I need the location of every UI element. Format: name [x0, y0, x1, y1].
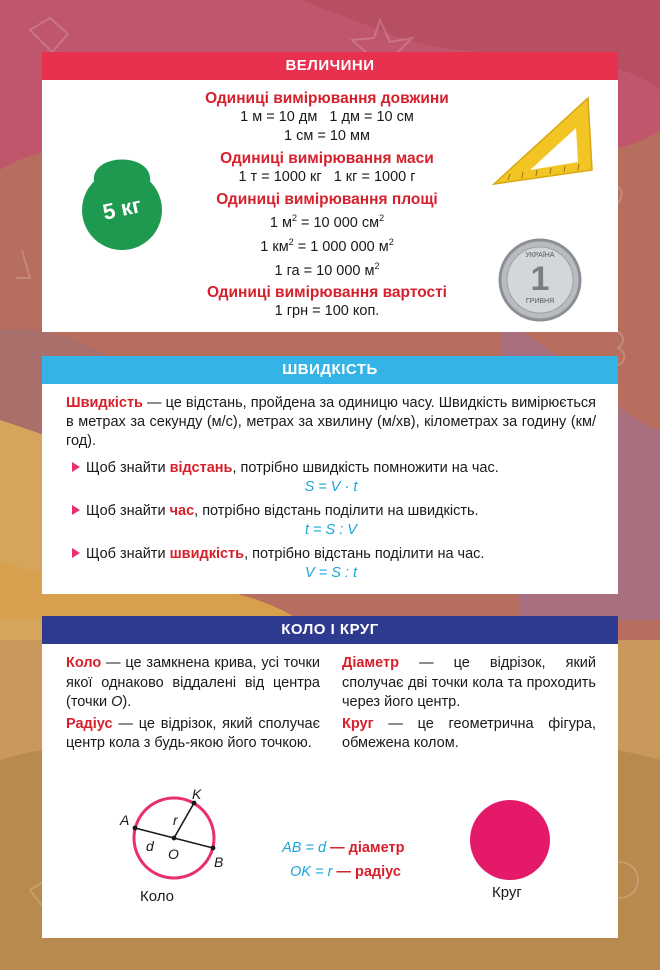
area-line-2: 1 $км^2 = 1$ 000 000 $м^2$	[260, 236, 394, 255]
circle-header: КОЛО І КРУГ	[42, 616, 618, 644]
coin-text-top: УКРАЇНА	[525, 252, 555, 259]
kolo-definition: Коло — це замкнена крива, усі точки якої однаково віддалені від центра (точки О).	[66, 655, 320, 710]
speed-card	[42, 356, 618, 594]
length-line-1: 1 м = 10 дм 1 дм = 10 см	[240, 109, 414, 125]
label-d: d	[146, 838, 154, 854]
krug-caption: Круг	[492, 884, 522, 901]
label-k: K	[192, 786, 202, 802]
point-a	[133, 826, 138, 831]
value-line-1: 1 грн = 100 коп.	[274, 303, 380, 320]
quantities-header: ВЕЛИЧИНИ	[42, 52, 618, 80]
label-r: r	[173, 812, 178, 828]
speed-bullet-speed: Щоб знайти швидкість, потрібно відстань поділити на час.	[66, 545, 596, 564]
disk-figure	[468, 798, 552, 882]
formula-speed: V = S : t	[305, 565, 357, 581]
quantities-card	[42, 52, 618, 332]
circle-right-column	[342, 654, 596, 754]
speed-definition: Швидкість — це відстань, пройдена за одиницю часу. Швидкість вимірюється в метрах за секунду (м/с), метрах за хвилину (м/хв), кілометрах за годину (км/год).	[66, 395, 596, 449]
label-a: A	[120, 812, 130, 828]
weight-label: 5 кг	[100, 192, 144, 225]
equation-radius: OK = r — радіус	[290, 864, 401, 880]
length-title: Одиниці вимірювання довжини	[205, 90, 449, 107]
point-o	[172, 836, 177, 841]
speed-header: ШВИДКІСТЬ	[42, 356, 618, 384]
value-title: Одиниці вимірювання вартості	[206, 284, 447, 302]
circle-left-column	[66, 654, 320, 754]
coin-value: 1	[530, 260, 550, 298]
formula-distance: S = V · t	[304, 479, 358, 495]
length-line-2: 1 см = 10 мм	[284, 128, 370, 144]
bullet-icon	[72, 505, 80, 515]
bullet-icon	[72, 462, 80, 472]
mass-line-1: 1 т = 1000 кг 1 кг = 1000 г	[238, 169, 416, 185]
speed-bullet-time: Щоб знайти час, потрібно відстань поділити на швидкість.	[66, 502, 596, 521]
label-b: B	[214, 854, 224, 870]
equation-diameter: AB = d — діаметр	[282, 840, 405, 856]
triangle-ruler-icon	[488, 92, 598, 192]
mass-title: Одиниці вимірювання маси	[220, 150, 434, 167]
radius-definition: Радіус — це відрізок, який сполучає центр кола з будь-якою його точкою.	[66, 715, 320, 751]
diameter-definition: Діаметр — це відрізок, який сполучає дві точки кола та проходить через його центр.	[342, 655, 596, 710]
speed-bullet-distance: Щоб знайти відстань, потрібно швидкість помножити на час.	[66, 459, 596, 478]
area-line-1: 1 $м^2 = 10$ 000 $см^2$	[269, 213, 385, 231]
krug-definition: Круг — це геометрична фігура, обмежена колом.	[342, 715, 596, 751]
kolo-caption: Коло	[140, 888, 175, 905]
circle-card	[42, 616, 618, 938]
bullet-icon	[72, 548, 80, 558]
area-title: Одиниці вимірювання площі	[216, 191, 438, 208]
label-o: O	[168, 846, 179, 862]
formula-time: t = S : V	[305, 522, 357, 538]
point-b	[211, 846, 216, 851]
circle-diagram	[114, 788, 234, 888]
area-line-3: 1 га = 10 000 $м^2$	[274, 260, 380, 279]
coin-text-bottom: ГРИВНЯ	[525, 298, 555, 305]
